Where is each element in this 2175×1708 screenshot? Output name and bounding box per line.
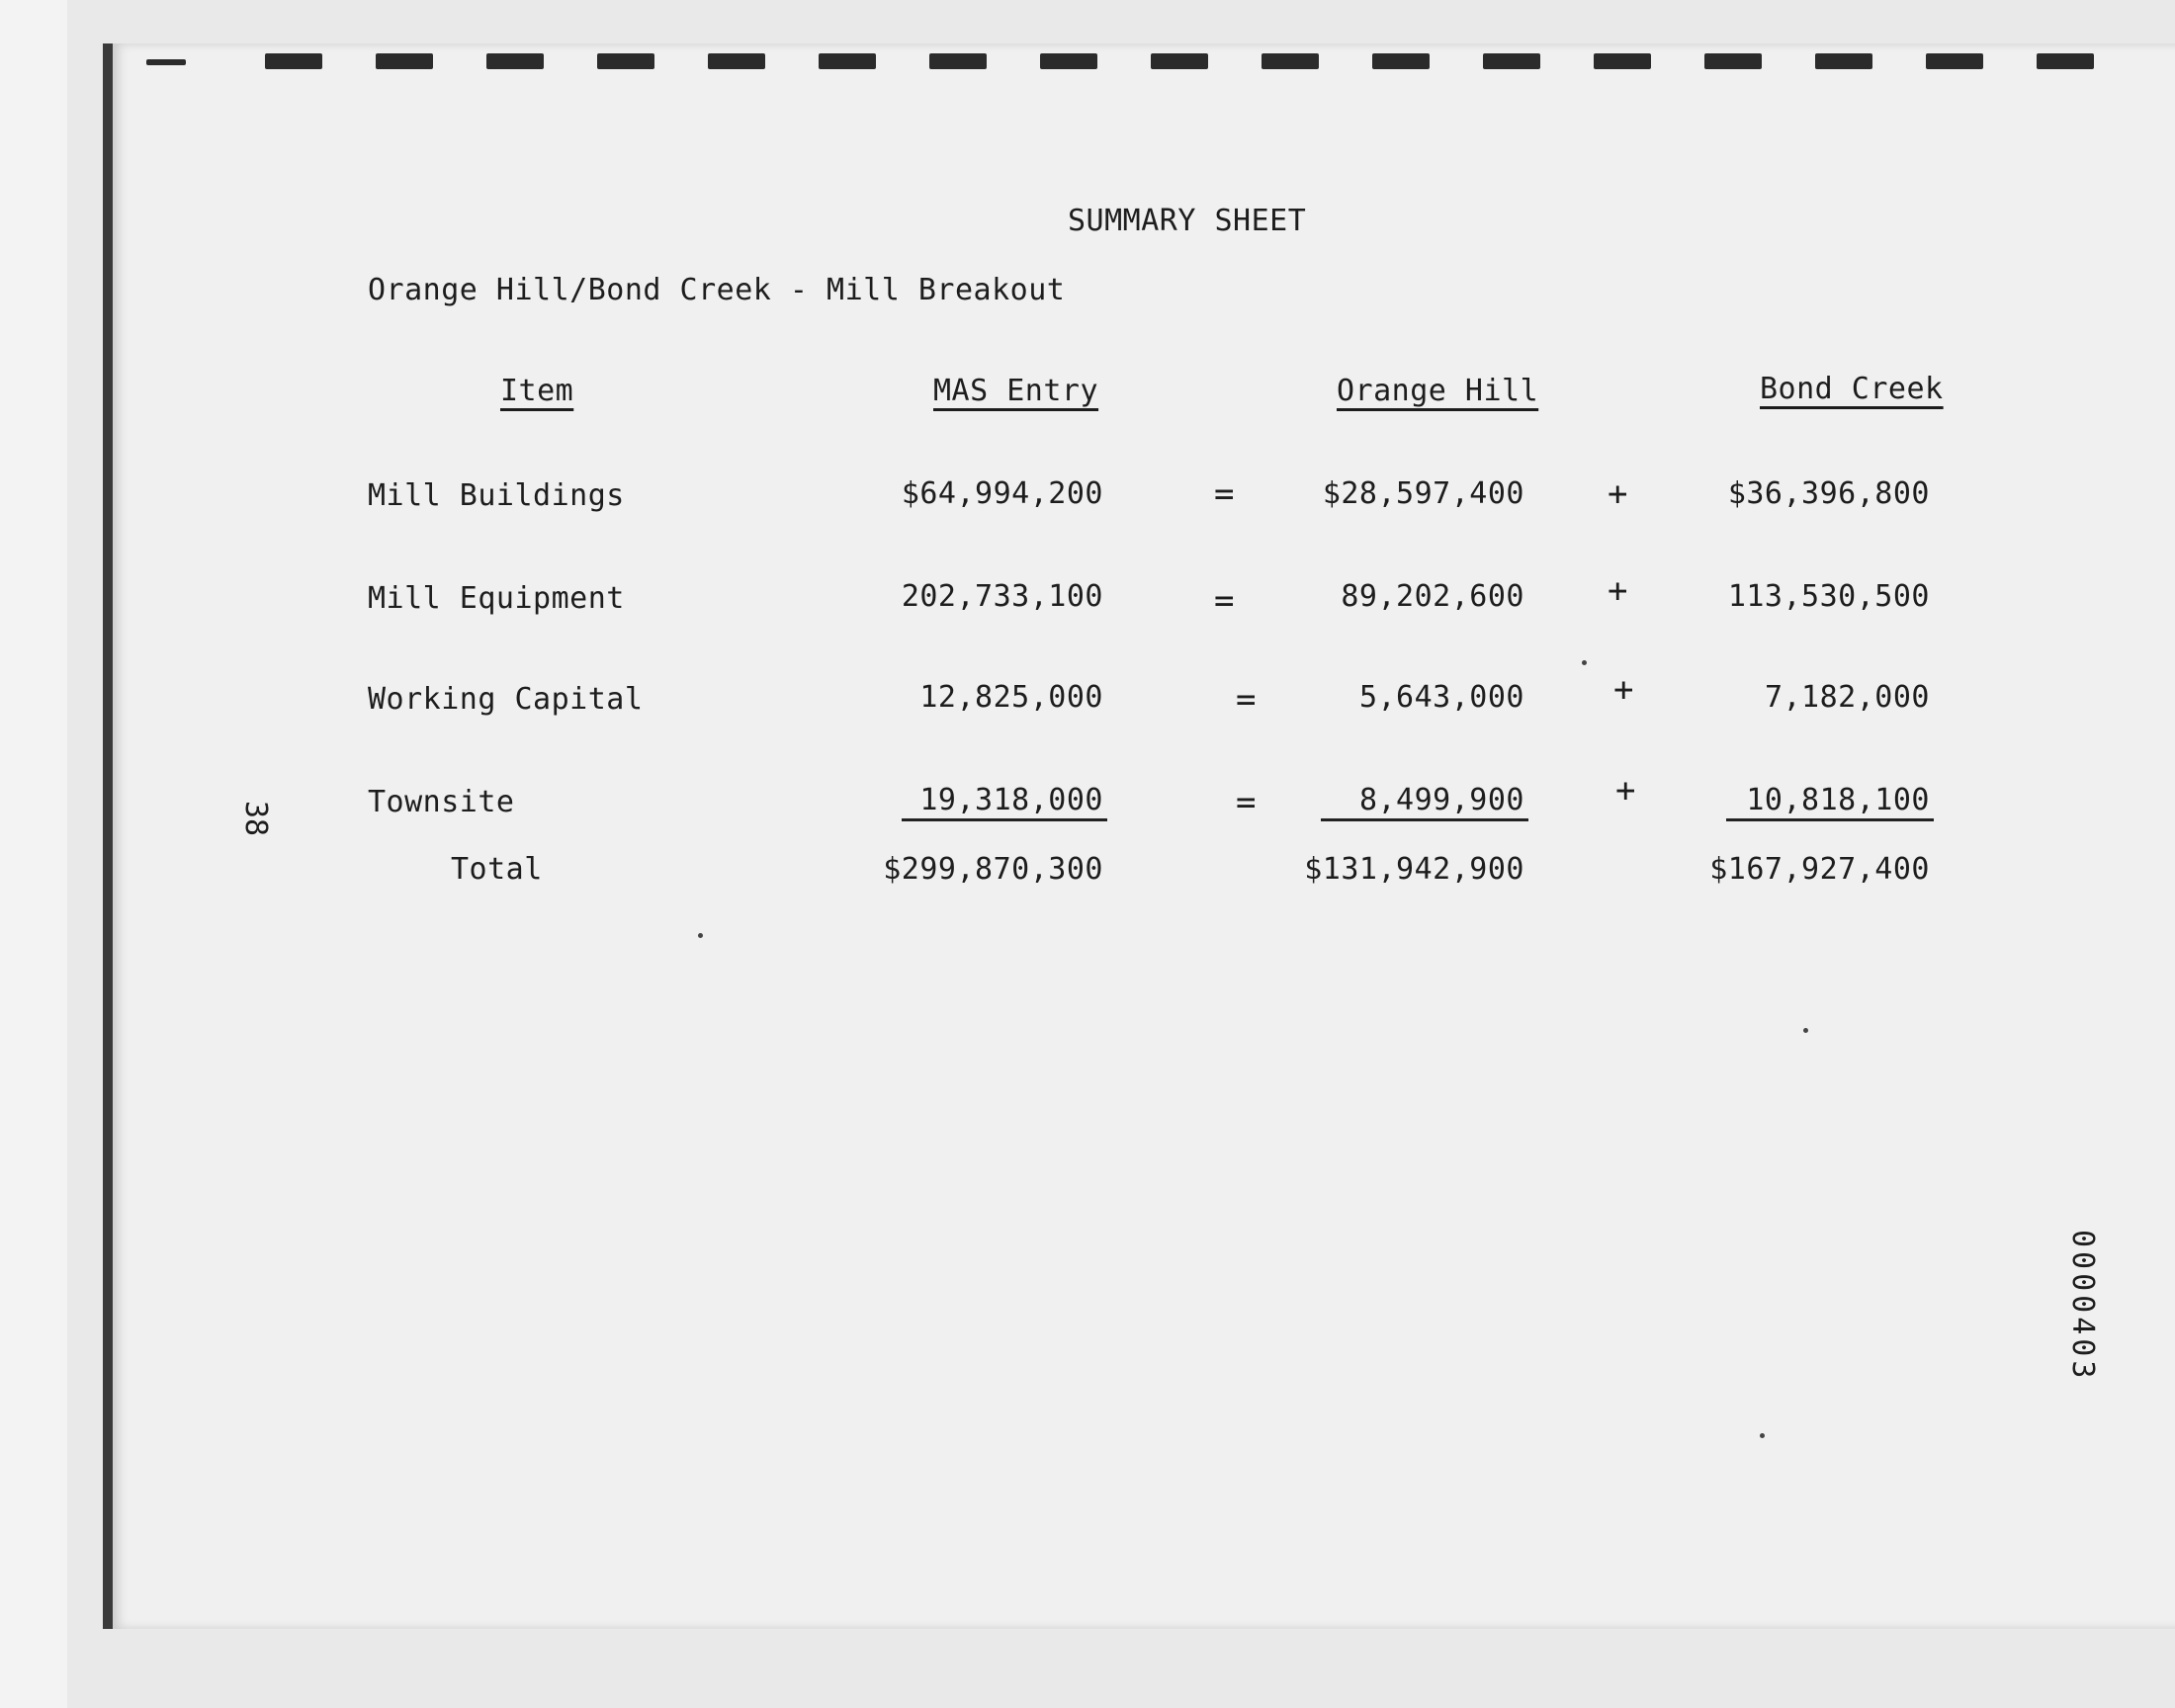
scan-speck [698,933,703,938]
binder-hole [1040,53,1097,69]
binder-hole [2037,53,2094,69]
total-label: Total [451,852,543,887]
row-bond-creek-value: 10,818,100 [1746,783,1930,817]
binder-hole [486,53,544,69]
scan-speck [1582,660,1587,665]
binder-hole [1372,53,1430,69]
equals-sign: = [1236,680,1257,720]
binder-hole [1926,53,1983,69]
binder-hole [1594,53,1651,69]
row-item-label: Mill Equipment [368,581,625,616]
total-mas-value: $299,870,300 [883,852,1103,887]
equals-sign: = [1214,581,1235,621]
row-bond-creek-value: $36,396,800 [1727,476,1930,511]
header-orange-hill: Orange Hill [1337,374,1539,408]
row-orange-hill-value: $28,597,400 [1322,476,1524,511]
row-orange-hill-value: 8,499,900 [1358,783,1524,817]
scan-speck [1760,1433,1765,1438]
total-bond-creek-value: $167,927,400 [1709,852,1930,887]
binder-hole [708,53,765,69]
row-mas-value: 19,318,000 [919,783,1103,817]
plus-sign: + [1615,771,1636,811]
binder-hole [929,53,987,69]
row-bond-creek-value: 7,182,000 [1764,680,1930,715]
equals-sign: = [1214,474,1235,514]
sum-rule-orange-hill [1321,818,1528,821]
binder-hole [265,53,322,69]
binder-hole [1483,53,1540,69]
binder-hole [146,59,186,65]
binder-hole [376,53,433,69]
row-orange-hill-value: 89,202,600 [1341,579,1524,614]
binder-holes [146,47,2175,77]
scan-margin [0,0,67,1708]
binder-hole [1704,53,1762,69]
row-item-label: Mill Buildings [368,478,625,513]
binder-hole [819,53,876,69]
document-subtitle: Orange Hill/Bond Creek - Mill Breakout [368,273,1066,307]
row-mas-value: 202,733,100 [901,579,1103,614]
binder-hole [1151,53,1208,69]
scan-speck [1803,1028,1808,1033]
sum-rule-bond-creek [1726,818,1934,821]
row-mas-value: 12,825,000 [919,680,1103,715]
binder-hole [1262,53,1319,69]
header-bond-creek: Bond Creek [1760,372,1944,406]
plus-sign: + [1608,474,1628,514]
row-orange-hill-value: 5,643,000 [1358,680,1524,715]
binder-hole [1815,53,1872,69]
document-stamp-number: 0000403 [2065,1230,2100,1383]
header-mas-entry: MAS Entry [933,374,1099,408]
total-orange-hill-value: $131,942,900 [1304,852,1524,887]
plus-sign: + [1608,571,1628,611]
document-title: SUMMARY SHEET [1068,204,1307,238]
row-item-label: Townsite [368,785,515,819]
row-mas-value: $64,994,200 [901,476,1103,511]
page-number: 38 [238,801,273,837]
row-bond-creek-value: 113,530,500 [1727,579,1930,614]
binder-hole [597,53,654,69]
plus-sign: + [1613,670,1634,710]
row-item-label: Working Capital [368,682,644,717]
equals-sign: = [1236,783,1257,822]
sum-rule-mas [902,818,1107,821]
header-item: Item [500,374,574,408]
